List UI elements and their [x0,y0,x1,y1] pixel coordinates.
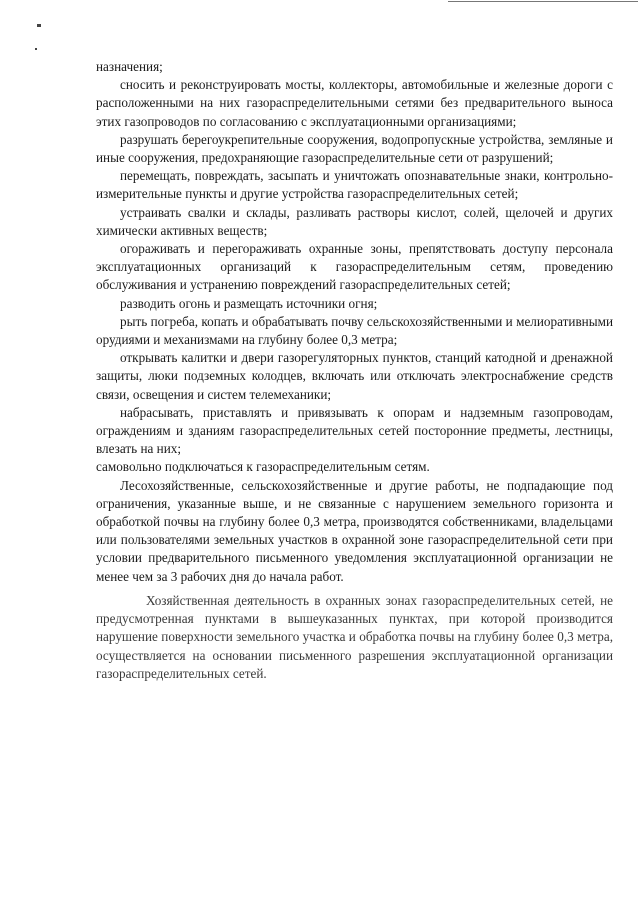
scan-speck [37,24,41,27]
paragraph: набрасывать, приставлять и привязывать к опорам и надземным газопроводам, ограждениям и зданиям газораспределительных сетей посторонние предметы, лестницы, влезать на них; [96,404,613,457]
paragraph: разводить огонь и размещать источники огня; [120,295,378,311]
paragraph: рыть погреба, копать и обрабатывать почву сельскохозяйственными и мелиоративными орудиями и механизмами на глубину более 0,3 метра; [96,313,613,348]
paragraph: перемещать, повреждать, засыпать и уничтожать опознавательные знаки, контрольно-измерительные пункты и другие устройства газораспределительных сетей; [96,168,613,202]
paragraph: открывать калитки и двери газорегуляторных пунктов, станций катодной и дренажной защиты, люки подземных колодцев, включать или отключать электроснабжение средств связи, освещения и систем телемеханики; [96,350,613,402]
document-body [96,58,613,683]
paragraph: огораживать и перегораживать охранные зоны, препятствовать доступу персонала эксплуатационных организаций к газораспределительным сетям, проведению обслуживания и устранению повреждений газораспределительных сетей; [96,241,613,293]
paragraph: Хозяйственная деятельность в охранных зонах газораспределительных сетей, не предусмотренная пунктами в вышеуказанных пунктах, при которой производится нарушение поверхности земельного участка и обработка почвы на глубину более 0,3 метра, осуществляется на основании письменного разрешения эксплуатационной организации газораспределительных сетей. [96,592,613,681]
paragraph: назначения; [96,59,163,74]
paragraph: Лесохозяйственные, сельскохозяйственные и другие работы, не подпадающие под ограничения, указанные выше, и не связанные с нарушением земельного горизонта и обработкой почвы на глубину более 0,3 метра, производятся собственниками, владельцами или пользователями земельных участков в охранной зоне газораспределительной сети при условии предварительного письменного уведомления эксплуатационной организации не менее чем за 3 рабочих дня до начала работ. [96,477,613,584]
paragraph: сносить и реконструировать мосты, коллекторы, автомобильные и железные дороги с расположенными на них газораспределительными сетями без предварительного выноса этих газопроводов по согласованию с эксплуатационными организациями; [96,77,613,129]
paragraph: устраивать свалки и склады, разливать растворы кислот, солей, щелочей и других химически активных веществ; [96,204,613,238]
paragraph: разрушать берегоукрепительные сооружения, водопропускные устройства, земляные и иные сооружения, предохраняющие газораспределительные сети от разрушений; [96,131,613,166]
paragraph: самовольно подключаться к газораспределительным сетям. [96,459,430,475]
scan-speck [35,48,37,50]
scan-edge-line [448,1,638,2]
